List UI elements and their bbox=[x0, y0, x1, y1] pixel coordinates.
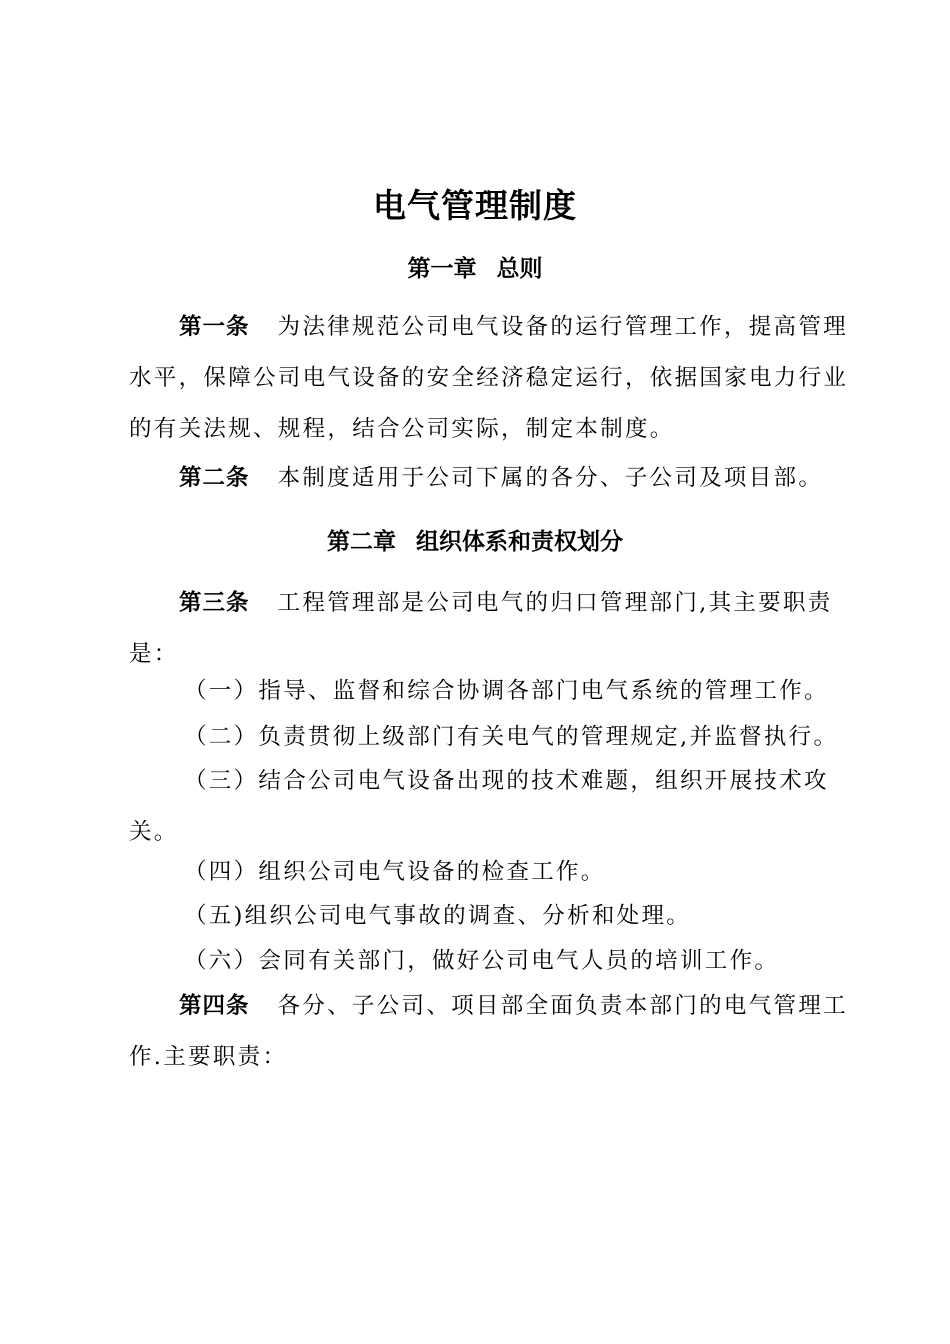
chapter-2-name: 组织体系和责权划分 bbox=[416, 529, 623, 555]
article-1 bbox=[129, 302, 849, 455]
chapter-2-heading bbox=[0, 523, 950, 556]
article-2-text: 本制度适用于公司下属的各分、子公司及项目部。 bbox=[277, 465, 824, 491]
article-4 bbox=[129, 981, 849, 1083]
article-3-item-2: （二）负责贯彻上级部门有关电气的管理规定,并监督执行。 bbox=[184, 724, 839, 750]
article-3-item-4: （四）组织公司电气设备的检查工作。 bbox=[184, 859, 606, 885]
article-3 bbox=[129, 578, 849, 680]
article-3-item-6: （六）会同有关部门，做好公司电气人员的培训工作。 bbox=[184, 948, 780, 974]
article-2-label: 第二条 bbox=[179, 465, 250, 491]
chapter-1-name: 总则 bbox=[496, 256, 543, 282]
article-1-label: 第一条 bbox=[179, 314, 250, 340]
article-1-text: 为法律规范公司电气设备的运行管理工作，提高管理水平，保障公司电气设备的安全经济稳定运行，依据国家电力行业的有关法规、规程，结合公司实际，制定本制度。 bbox=[129, 314, 849, 442]
article-3-item-3: （三）结合公司电气设备出现的技术难题，组织开展技术攻关。 bbox=[129, 768, 829, 845]
article-3-item-5: （五)组织公司电气事故的调查、分析和处理。 bbox=[184, 903, 692, 929]
document-title: 电气管理制度 bbox=[373, 186, 577, 225]
article-3-text: 工程管理部是公司电气的归口管理部门,其主要职责是： bbox=[129, 590, 833, 667]
article-3-item-1: （一）指导、监督和综合协调各部门电气系统的管理工作。 bbox=[184, 678, 829, 704]
chapter-2-number: 第二章 bbox=[327, 529, 396, 555]
article-2 bbox=[129, 453, 849, 504]
chapter-1-heading bbox=[0, 250, 950, 283]
chapter-1-number: 第一章 bbox=[407, 256, 477, 282]
article-4-text: 各分、子公司、项目部全面负责本部门的电气管理工作.主要职责： bbox=[129, 993, 848, 1070]
article-3-label: 第三条 bbox=[179, 590, 250, 616]
article-4-label: 第四条 bbox=[179, 993, 250, 1019]
